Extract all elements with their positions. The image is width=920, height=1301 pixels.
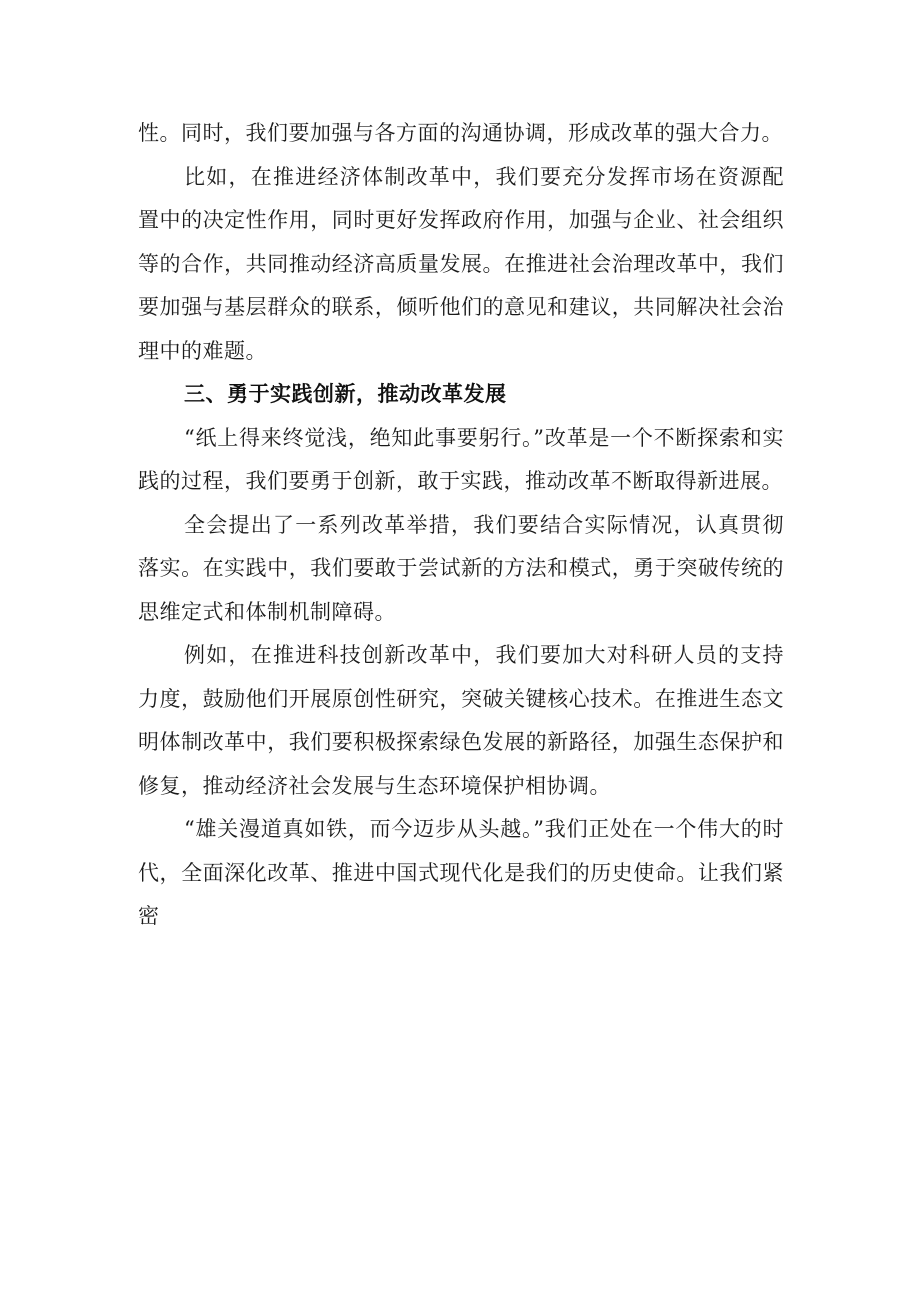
- paragraph-tech-innovation: 例如，在推进科技创新改革中，我们要加大对科研人员的支持力度，鼓励他们开展原创性研究，突破关键核心技术。在推进生态文明体制改革中，我们要积极探索绿色发展的新路径，加强生态保护和修复，推动经济社会发展与生态环境保护相协调。: [138, 643, 784, 798]
- paragraph-closing-quote: “雄关漫道真如铁，而今迈步从头越。”我们正处在一个伟大的时代，全面深化改革、推进中国式现代化是我们的历史使命。让我们紧密: [138, 817, 784, 928]
- paragraph-continuation: 性。同时，我们要加强与各方面的沟通协调，形成改革的强大合力。: [138, 121, 783, 145]
- document-page: [138, 112, 784, 939]
- paragraph-economic-reform: 比如，在推进经济体制改革中，我们要充分发挥市场在资源配置中的决定性作用，同时更好发挥政府作用，加强与企业、社会组织等的合作，共同推动经济高质量发展。在推进社会治理改革中，我们要加强与基层群众的联系，倾听他们的意见和建议，共同解决社会治理中的难题。: [138, 164, 784, 363]
- section-heading-three: 三、勇于实践创新，推动改革发展: [184, 382, 507, 406]
- paragraph-plenary-measures: 全会提出了一系列改革举措，我们要结合实际情况，认真贯彻落实。在实践中，我们要敢于尝试新的方法和模式，勇于突破传统的思维定式和体制机制障碍。: [138, 512, 784, 624]
- paragraph-practice-quote: “纸上得来终觉浅，绝知此事要躬行。”改革是一个不断探索和实践的过程，我们要勇于创新，敢于实践，推动改革不断取得新进展。: [138, 425, 784, 493]
